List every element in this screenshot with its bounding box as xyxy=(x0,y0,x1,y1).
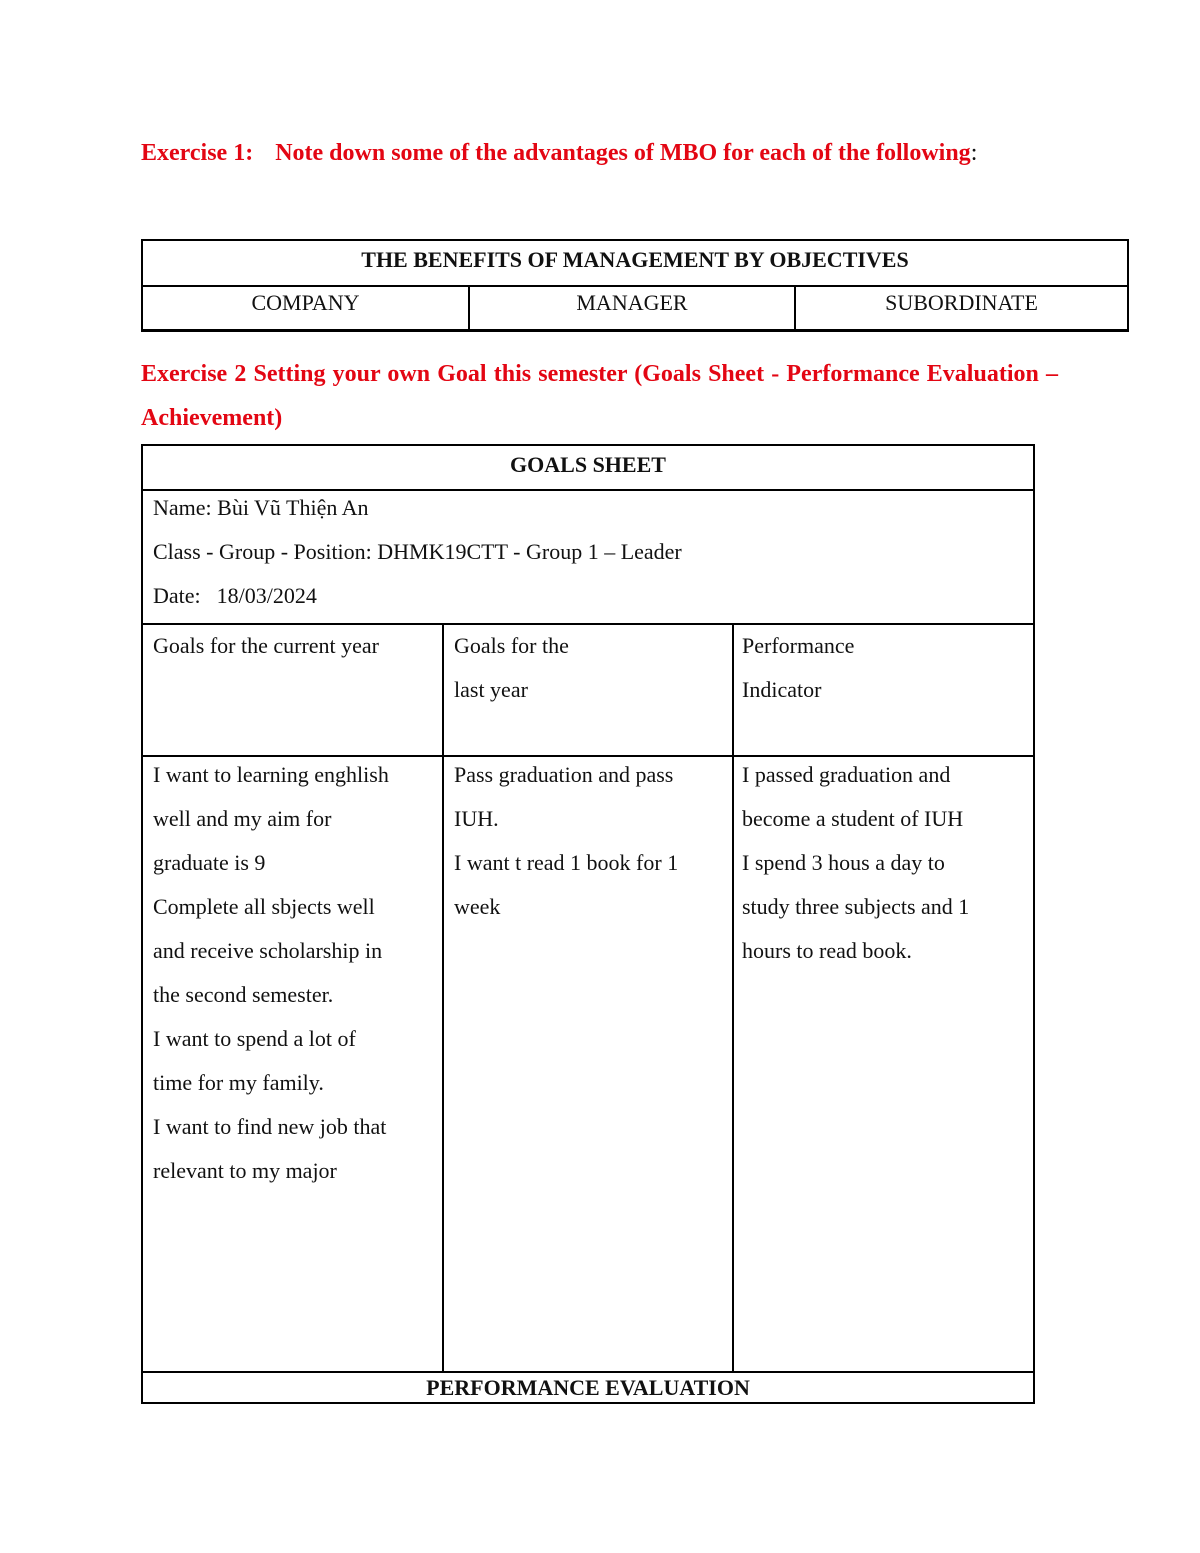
exercise-2-heading: Exercise 2 Setting your own Goal this semester (Goals Sheet - Performance Evaluation – Achievement) xyxy=(141,361,1058,431)
benefits-table-header-row xyxy=(143,287,1127,329)
goals-sheet-info xyxy=(153,486,682,618)
goals-sheet-table xyxy=(141,444,1035,1404)
header-current-year-goals: Goals for the current year xyxy=(153,633,380,658)
class-group-position: Class - Group - Position: DHMK19CTT - Group 1 – Leader xyxy=(153,539,682,564)
student-name: Name: Bùi Vũ Thiện An xyxy=(153,495,369,520)
benefits-table-title: THE BENEFITS OF MANAGEMENT BY OBJECTIVES xyxy=(143,241,1127,287)
benefits-column-subordinate: SUBORDINATE xyxy=(885,290,1038,315)
exercise-1-heading xyxy=(141,140,977,167)
last-year-goals-cell: Pass graduation and pass IUH. I want t read 1 book for 1 week xyxy=(454,762,679,919)
goals-sheet-title: GOALS SHEET xyxy=(143,446,1033,491)
performance-evaluation-title: PERFORMANCE EVALUATION xyxy=(426,1375,750,1400)
benefits-table xyxy=(141,239,1129,332)
date-value: 18/03/2024 xyxy=(216,583,317,608)
exercise-1-number: Exercise 1: xyxy=(141,140,254,166)
date-label: Date: xyxy=(153,583,201,608)
column-divider xyxy=(442,623,444,1372)
benefits-column-manager: MANAGER xyxy=(470,287,796,329)
header-last-year-goals: Goals for the last year xyxy=(454,633,569,702)
benefits-column-company: COMPANY xyxy=(143,287,470,329)
current-year-goals-cell: I want to learning enghlish well and my aim for graduate is 9 Complete all sbjects well and receive scholarship in the second semester. I want to spend a lot of time for my family. I want to find new job that relevant to my major xyxy=(153,762,389,1183)
column-divider xyxy=(732,623,734,1372)
exercise-1-colon: : xyxy=(970,140,978,166)
header-performance-indicator: Performance Indicator xyxy=(742,633,855,702)
date-row xyxy=(153,574,682,618)
performance-indicator-cell: I passed graduation and become a student of IUH I spend 3 hous a day to study three subjects and 1 hours to read book. xyxy=(742,762,970,963)
exercise-1-text: Note down some of the advantages of MBO for each of the following xyxy=(275,140,971,166)
